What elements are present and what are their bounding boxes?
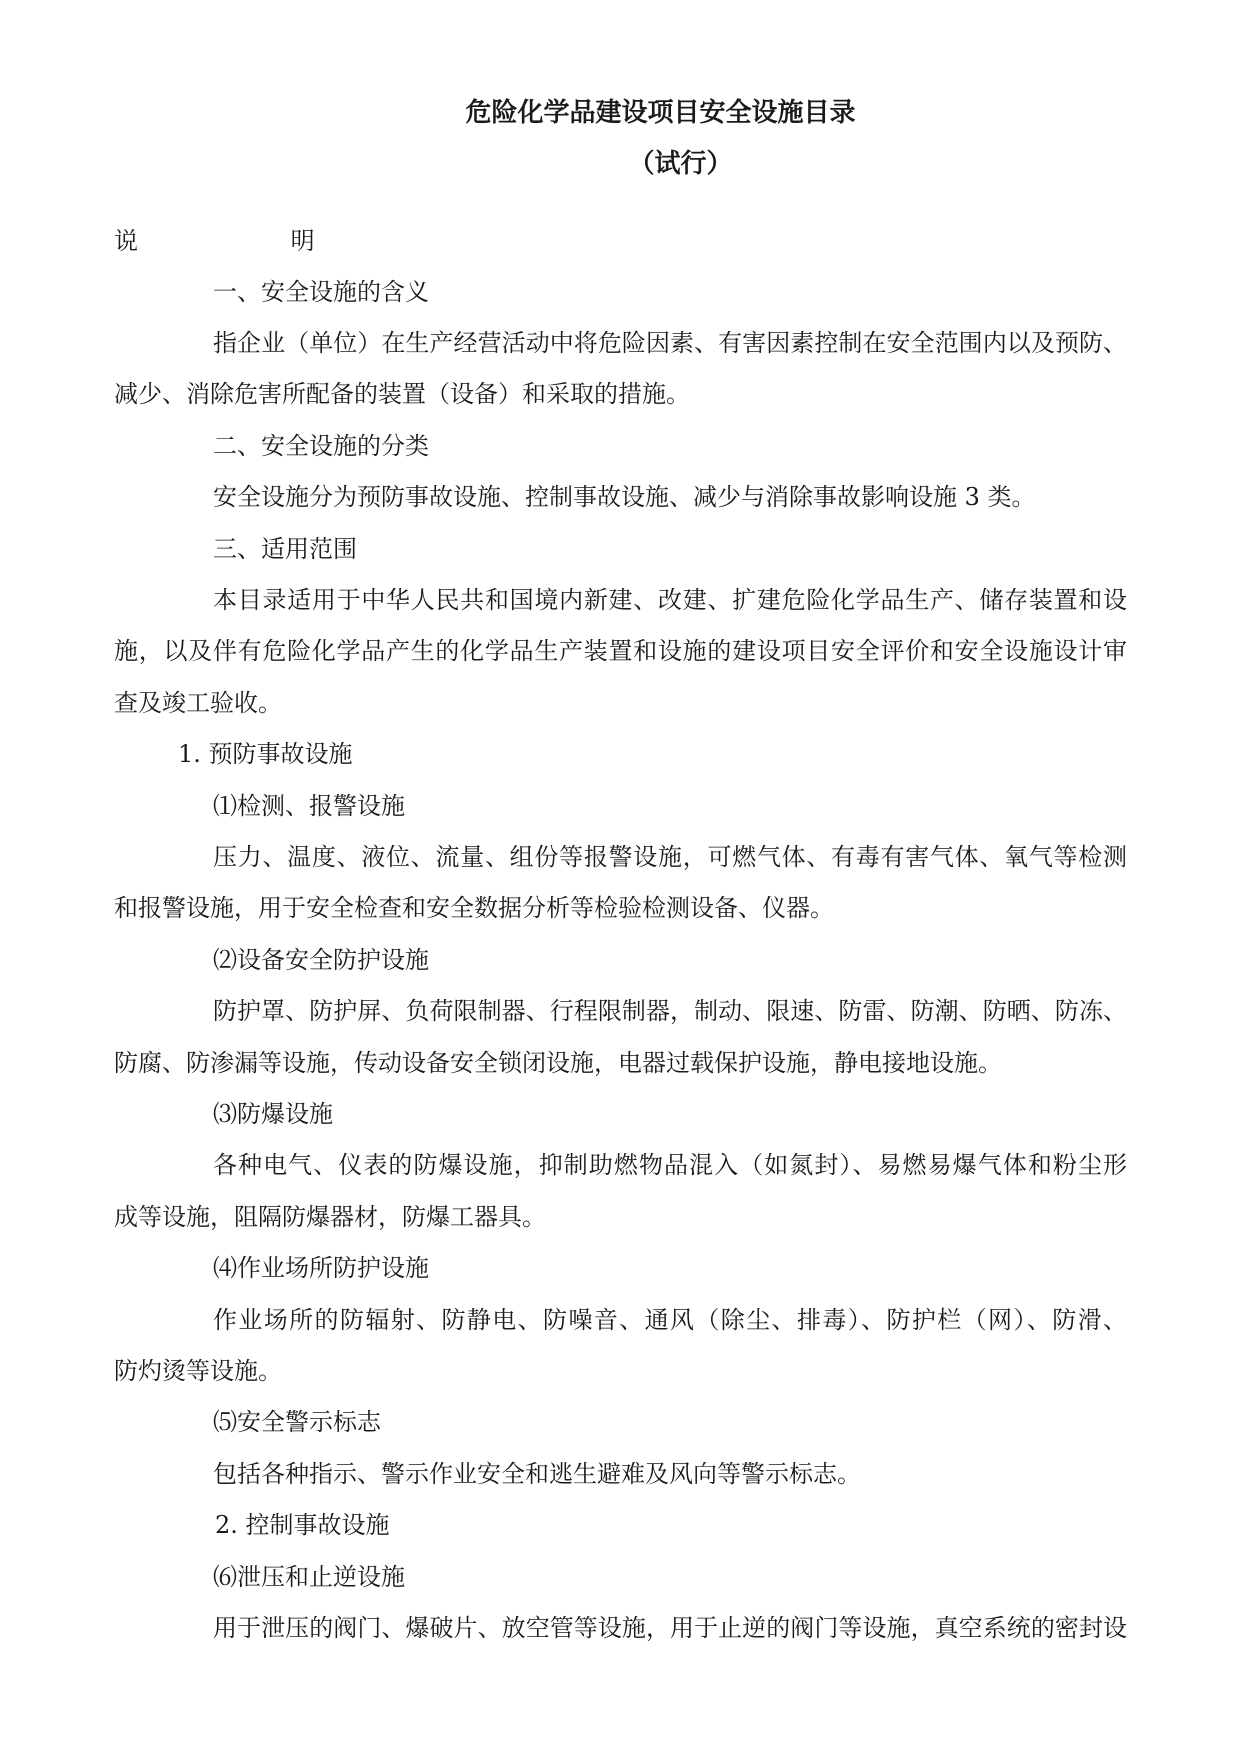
text-line: 防腐、防渗漏等设施，传动设备安全锁闭设施，电器过载保护设施，静电接地设施。 <box>114 1049 1002 1077</box>
text-line: 指企业（单位）在生产经营活动中将危险因素、有害因素控制在安全范围内以及预防、 <box>213 329 1127 357</box>
text-line: 成等设施，阻隔防爆器材，防爆工器具。 <box>114 1203 546 1231</box>
text-line: 作业场所的防辐射、防静电、防噪音、通风（除尘、排毒）、防护栏（网）、防滑、 <box>213 1306 1127 1334</box>
text-line: 三、适用范围 <box>213 535 357 563</box>
text-line: 安全设施分为预防事故设施、控制事故设施、减少与消除事故影响设施 3 类。 <box>213 483 1036 511</box>
text-line: 和报警设施，用于安全检查和安全数据分析等检验检测设备、仪器。 <box>114 894 834 922</box>
text-line: ⑶防爆设施 <box>213 1100 333 1128</box>
text-line: 用于泄压的阀门、爆破片、放空管等设施，用于止逆的阀门等设施，真空系统的密封设 <box>213 1614 1127 1642</box>
text-line: 本目录适用于中华人民共和国境内新建、改建、扩建危险化学品生产、储存装置和设 <box>213 586 1127 614</box>
text-line: 减少、消除危害所配备的装置（设备）和采取的措施。 <box>114 380 690 408</box>
text-line: 查及竣工验收。 <box>114 689 282 717</box>
text-line: ⑴检测、报警设施 <box>213 792 405 820</box>
text-line: 1. 预防事故设施 <box>178 740 353 768</box>
text-line: 说 明 <box>114 227 315 255</box>
text-line: 各种电气、仪表的防爆设施，抑制助燃物品混入（如氮封）、易燃易爆气体和粉尘形 <box>213 1151 1127 1179</box>
text-line: ⑹泄压和止逆设施 <box>213 1563 405 1591</box>
text-line: ⑸安全警示标志 <box>213 1408 381 1436</box>
text-line: 2. 控制事故设施 <box>215 1511 390 1539</box>
document-title: 危险化学品建设项目安全设施目录 <box>465 98 856 128</box>
text-line: 一、安全设施的含义 <box>213 278 429 306</box>
text-line: 二、安全设施的分类 <box>213 432 429 460</box>
text-line: ⑵设备安全防护设施 <box>213 946 429 974</box>
text-line: ⑷作业场所防护设施 <box>213 1254 429 1282</box>
text-line: 施，以及伴有危险化学品产生的化学品生产装置和设施的建设项目安全评价和安全设施设计审 <box>114 637 1127 665</box>
text-line: 防护罩、防护屏、负荷限制器、行程限制器，制动、限速、防雷、防潮、防晒、防冻、 <box>213 997 1127 1025</box>
text-line: 防灼烫等设施。 <box>114 1357 282 1385</box>
document-subtitle: （试行） <box>628 149 733 179</box>
text-line: 包括各种指示、警示作业安全和逃生避难及风向等警示标志。 <box>213 1460 861 1488</box>
text-line: 压力、温度、液位、流量、组份等报警设施，可燃气体、有毒有害气体、氧气等检测 <box>213 843 1127 871</box>
